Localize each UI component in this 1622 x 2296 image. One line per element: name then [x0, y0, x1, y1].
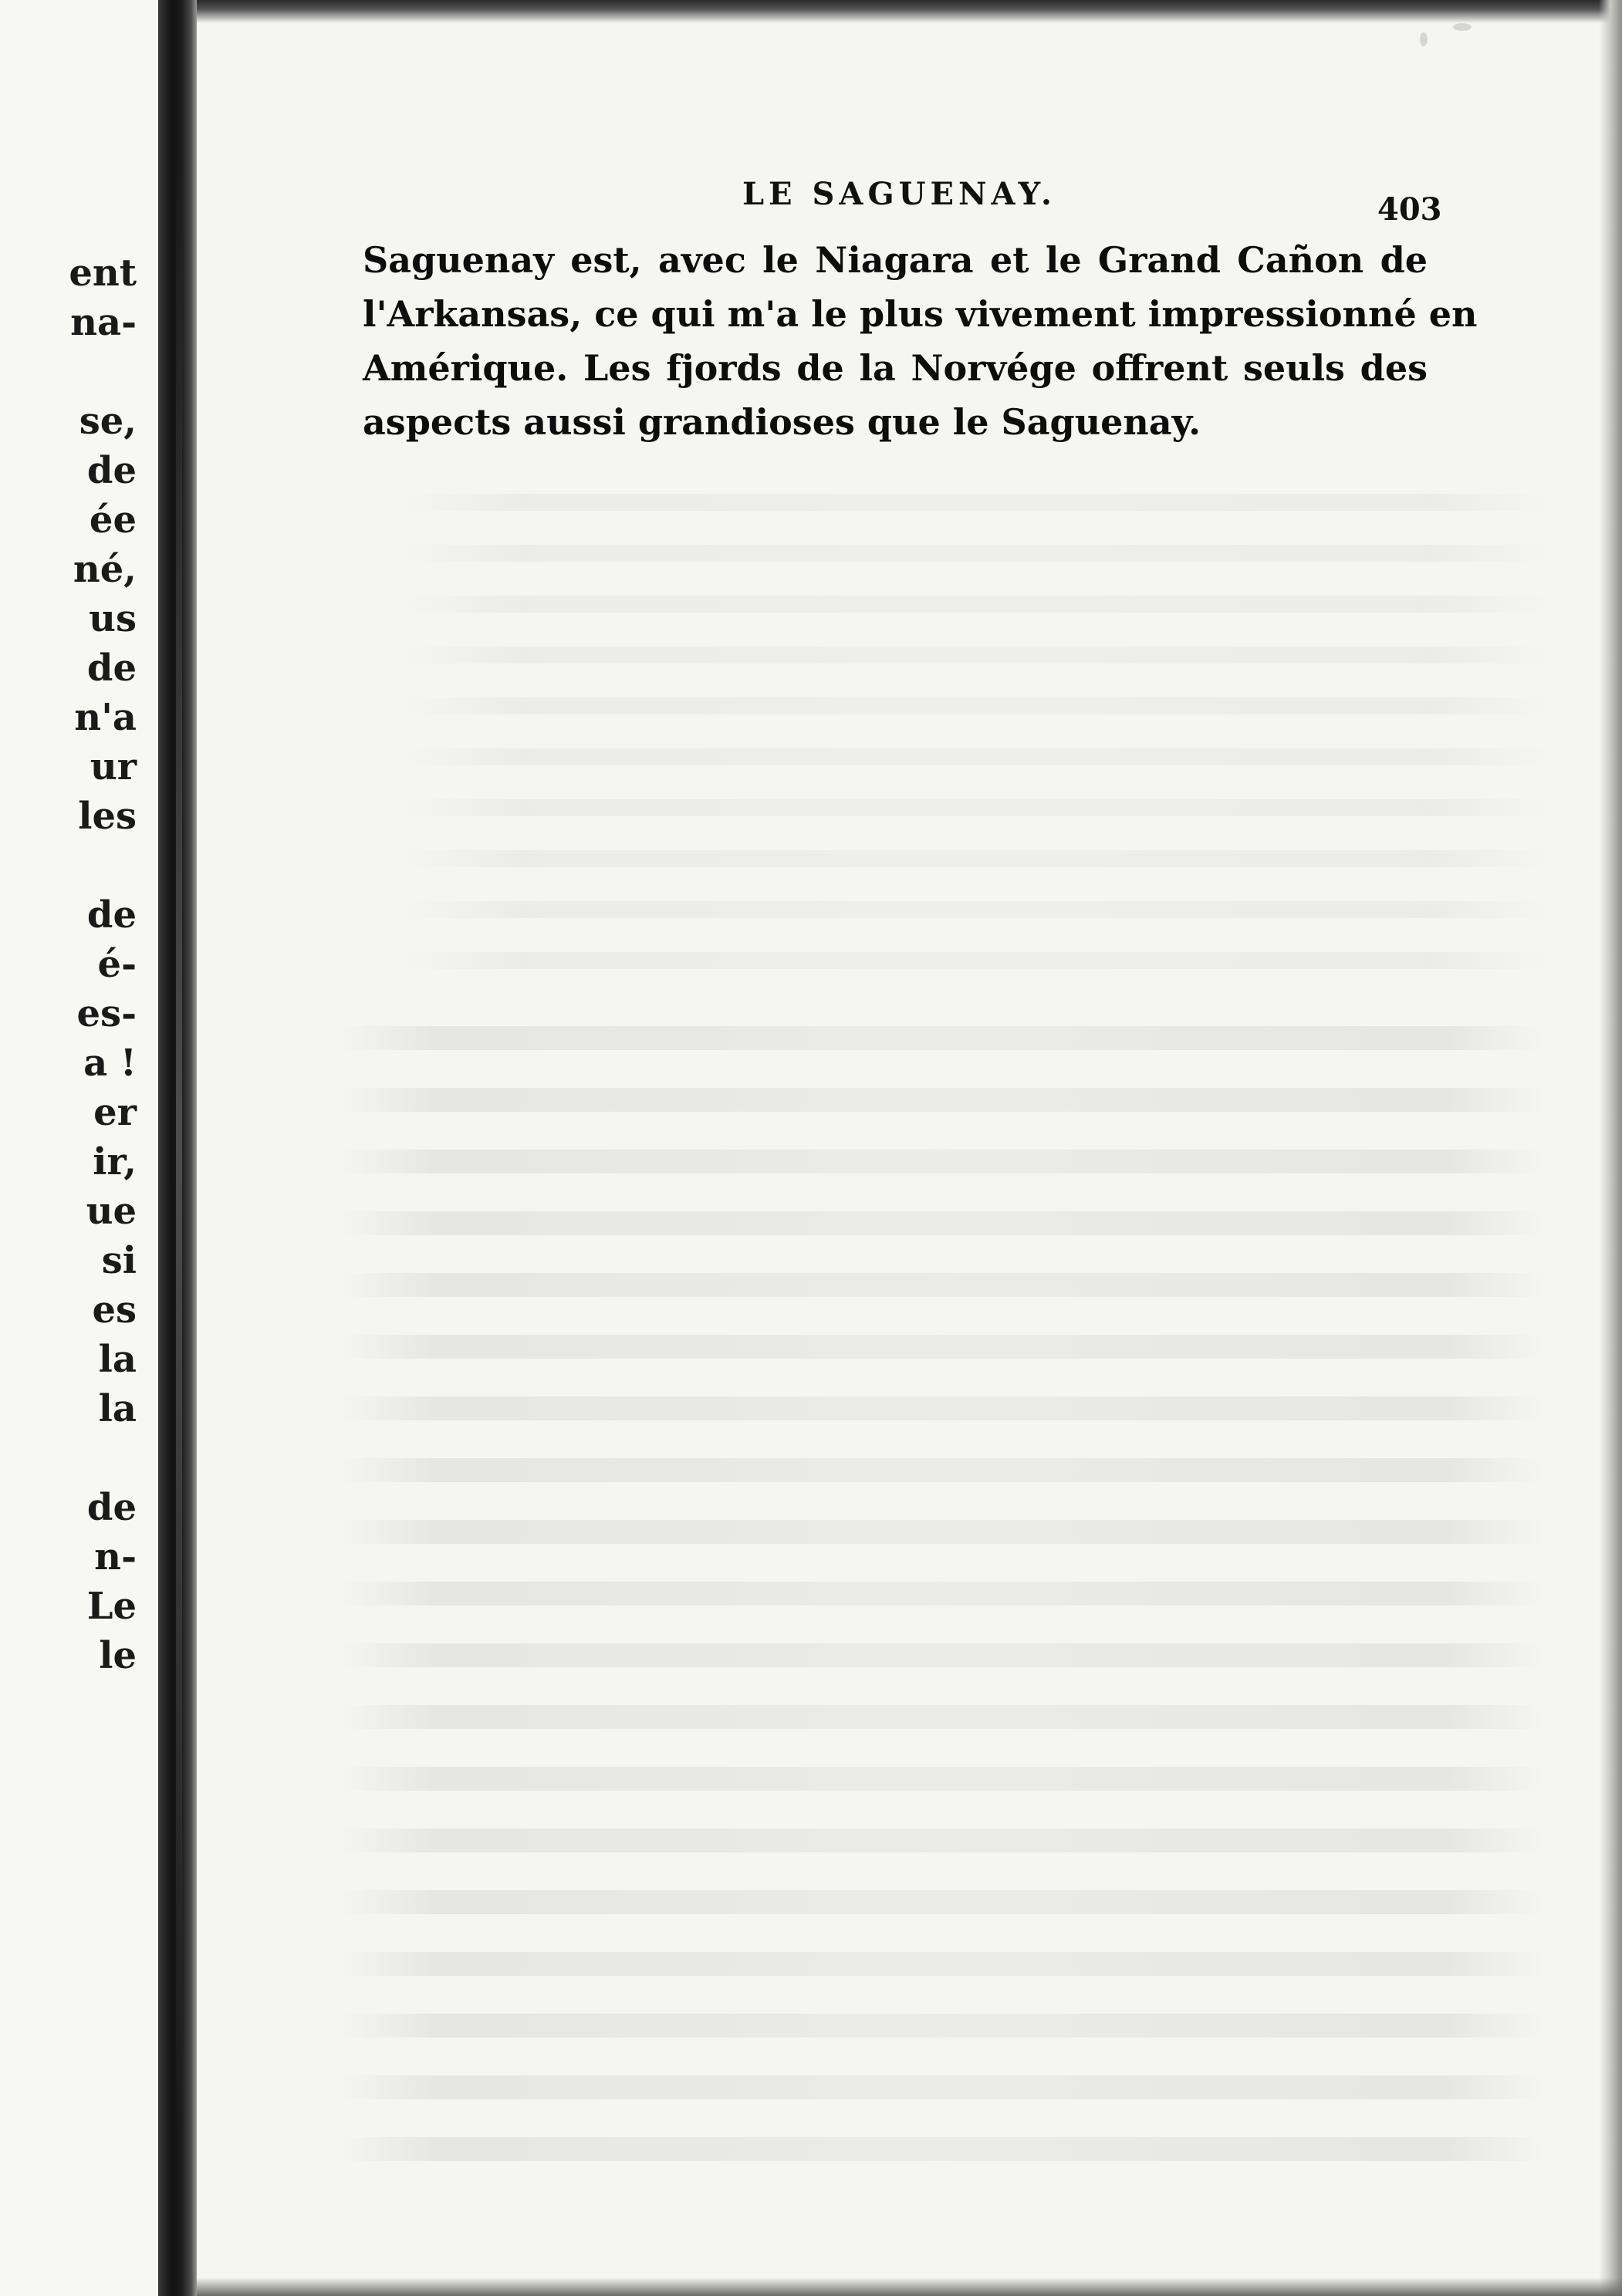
- show-through-line: [405, 952, 1547, 969]
- show-through-line: [340, 1458, 1543, 1482]
- show-through-line: [405, 748, 1547, 765]
- show-through-line: [340, 1335, 1543, 1359]
- show-through-line: [405, 647, 1547, 663]
- page-top-shadow: [197, 0, 1622, 23]
- show-through-line: [405, 799, 1547, 816]
- previous-page-line: né,: [73, 548, 137, 591]
- show-through-line: [405, 901, 1547, 918]
- previous-page-line: le: [99, 1634, 137, 1677]
- previous-page-line: ée: [89, 498, 137, 542]
- show-through-line: [340, 1582, 1543, 1606]
- previous-page-line: de: [86, 893, 137, 937]
- paper-speck: [1420, 32, 1428, 46]
- previous-page-line: Le: [86, 1585, 137, 1628]
- show-through-line: [340, 1890, 1543, 1914]
- show-through-line: [340, 1088, 1543, 1112]
- book-page: [197, 0, 1622, 2296]
- show-through-line: [340, 1705, 1543, 1729]
- show-through-line: [340, 1211, 1543, 1235]
- previous-page-line: se,: [79, 400, 137, 443]
- text-line: aspects aussi grandioses que le Saguenay.: [363, 401, 1201, 443]
- text-line: Amérique. Les fjords de la Norvége offrent seuls des: [363, 347, 1428, 389]
- show-through-line: [340, 1643, 1543, 1667]
- previous-page-line: les: [78, 795, 137, 838]
- show-through-line: [340, 1150, 1543, 1173]
- show-through-line: [340, 2014, 1543, 2038]
- show-through-upper: [405, 494, 1547, 1003]
- page-number: 403: [1377, 191, 1442, 228]
- paper-speck: [1453, 23, 1472, 31]
- show-through-line: [405, 596, 1547, 613]
- show-through-line: [340, 1520, 1543, 1544]
- previous-page-text: [69, 248, 137, 1680]
- previous-page-line: n-: [94, 1535, 137, 1578]
- previous-page-line: us: [89, 597, 137, 640]
- previous-page-line: la: [98, 1387, 137, 1430]
- previous-page-line: ue: [86, 1190, 137, 1233]
- show-through-line: [340, 1396, 1543, 1420]
- show-through-line: [340, 1273, 1543, 1297]
- previous-page-line: es-: [76, 992, 137, 1035]
- previous-page-line: n'a: [74, 696, 137, 739]
- previous-page-line: [69, 347, 137, 397]
- previous-page-line: de: [86, 449, 137, 492]
- page-bottom-edge: [197, 2277, 1622, 2296]
- show-through-line: [340, 1828, 1543, 1852]
- previous-page-line: ir,: [93, 1140, 137, 1183]
- show-through-lower: [340, 1026, 1543, 2199]
- show-through-line: [405, 850, 1547, 867]
- show-through-line: [340, 1767, 1543, 1791]
- previous-page-line: é-: [97, 943, 137, 986]
- running-head: LE SAGUENAY.: [742, 176, 1056, 212]
- text-line: l'Arkansas, ce qui m'a le plus vivement impressionné en: [363, 293, 1478, 335]
- previous-page-line: la: [98, 1338, 137, 1381]
- previous-page-line: si: [101, 1239, 137, 1282]
- show-through-line: [405, 545, 1547, 562]
- gutter-highlight: [176, 139, 182, 2145]
- previous-page-line: er: [93, 1091, 137, 1134]
- page-body-text: [363, 233, 1478, 449]
- previous-page-edge: [0, 0, 158, 2296]
- show-through-line: [405, 494, 1547, 511]
- previous-page-line: ur: [90, 745, 137, 788]
- show-through-line: [340, 1026, 1543, 1050]
- previous-page-line: de: [86, 647, 137, 690]
- previous-page-line: es: [92, 1288, 137, 1332]
- previous-page-line: ent: [69, 252, 137, 295]
- show-through-line: [405, 697, 1547, 714]
- show-through-line: [340, 2075, 1543, 2099]
- text-line: Saguenay est, avec le Niagara et le Grand Cañon de: [363, 239, 1428, 281]
- previous-page-line: a !: [83, 1042, 137, 1085]
- previous-page-line: na-: [70, 301, 137, 344]
- show-through-line: [340, 2137, 1543, 2161]
- previous-page-line: [69, 841, 137, 890]
- previous-page-line: [69, 1433, 137, 1483]
- show-through-line: [340, 1952, 1543, 1976]
- previous-page-line: de: [86, 1486, 137, 1529]
- page-right-edge: [1599, 0, 1622, 2296]
